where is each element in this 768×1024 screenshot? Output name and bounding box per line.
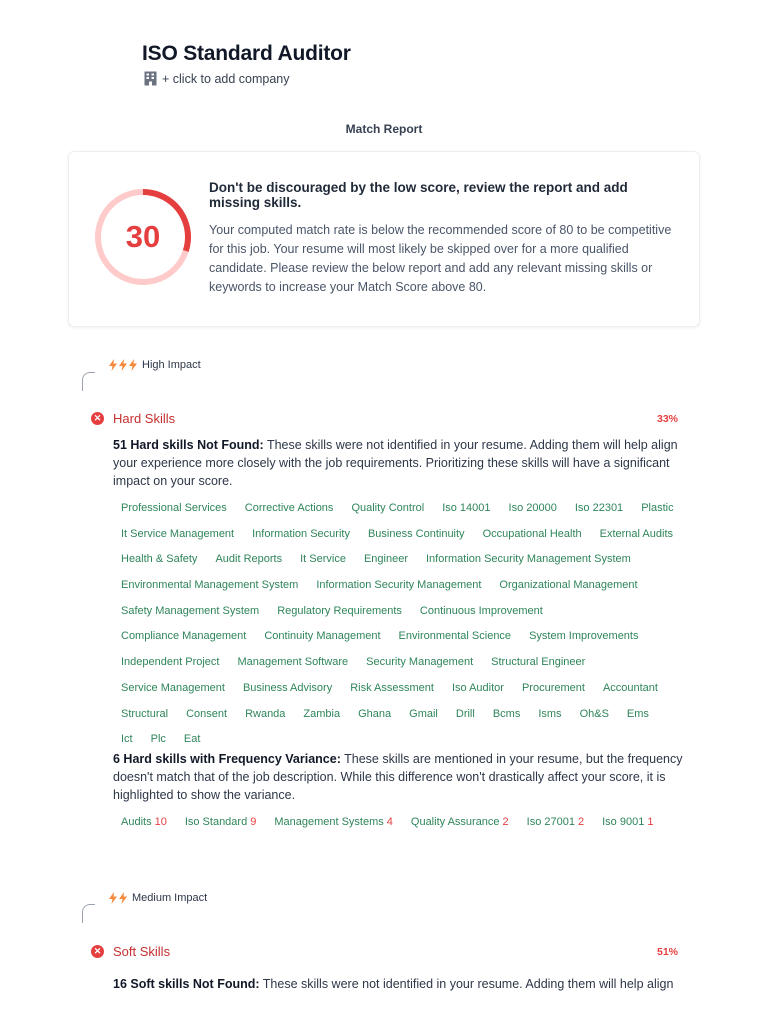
skill-chip[interactable]: Continuity Management [264,630,381,643]
hard-skills-percent: 33% [657,413,679,425]
hard-skills-missing-lead: 51 Hard skills Not Found: [113,438,264,452]
skill-chip[interactable]: Consent [186,707,228,720]
variance-skill-count: 2 [502,816,509,828]
soft-skills-missing-desc: These skills were not identified in your resume. Adding them will help align [259,977,674,991]
skill-chip[interactable]: Iso 14001 [442,502,491,514]
variance-skill-name: Quality Assurance [410,816,500,828]
skill-chip[interactable]: Corrective Actions [244,502,334,514]
hard-skills-variance-text [113,750,683,804]
variance-skill-count: 2 [578,816,585,828]
error-x-icon: ✕ [91,945,104,958]
skill-chip[interactable]: Quality Control [351,502,425,514]
variance-skill-count: 4 [386,816,393,828]
skill-chip[interactable]: Ghana [358,707,392,720]
variance-skill-chip[interactable] [594,810,661,836]
skill-chip[interactable]: Procurement [521,681,585,694]
hard-skills-variance-lead: 6 Hard skills with Frequency Variance: [113,752,341,766]
skill-chip[interactable]: Safety Management System [121,604,260,617]
skill-chip[interactable]: Plc [150,733,166,746]
skill-chip[interactable]: Structural Engineer [491,656,586,669]
skill-chip[interactable]: Engineer [363,553,408,566]
soft-skills-missing-lead: 16 Soft skills Not Found: [113,977,260,991]
skill-chip[interactable]: Accountant [602,681,658,694]
variance-skill-count: 10 [154,816,167,828]
hard-skills-header[interactable] [91,411,175,426]
skill-chip[interactable]: Regulatory Requirements [277,604,402,617]
report-title: Match Report [345,122,423,136]
score-headline: Don't be discouraged by the low score, review the report and add missing skills. [209,180,628,210]
skill-chip[interactable]: Drill [455,707,475,720]
skill-chip[interactable]: Structural [121,707,169,720]
skill-chip[interactable]: Independent Project [121,656,220,669]
skill-chip[interactable]: Business Continuity [367,527,465,540]
hard-skills-variance-desc: These skills are mentioned in your resume, but the frequency doesn't match that of the job description. While this difference won't drastically affect your score, it is highlighted to show the variance. [113,752,683,802]
variance-skill-count: 1 [647,816,654,828]
variance-skill-name: Iso 9001 [602,816,645,828]
skill-chip[interactable]: Information Security [252,527,350,540]
skill-chip[interactable]: Continuous Improvement [419,604,543,617]
skill-chip[interactable]: System Improvements [529,630,639,643]
match-score-value: 30 [125,219,161,254]
skill-chip[interactable]: Environmental Management System [121,579,299,592]
skill-chip[interactable]: Rwanda [245,707,286,720]
variance-skill-name: Iso 27001 [526,816,575,828]
job-title: ISO Standard Auditor [142,42,351,65]
building-icon [144,71,157,86]
medium-impact-label: Medium Impact [132,892,208,904]
skill-chip[interactable]: Professional Services [121,502,227,514]
skill-chip[interactable]: Plastic [641,502,674,514]
medium-impact-badge [108,892,207,904]
skill-chip[interactable]: It Service Management [121,527,235,540]
skill-chip[interactable]: Business Advisory [242,681,333,694]
skill-chip[interactable]: Health & Safety [121,553,198,566]
skill-chip[interactable]: It Service [300,553,346,566]
skill-chip[interactable]: Eat [183,733,201,746]
skill-chip[interactable]: Ict [121,733,133,746]
score-card [68,151,700,327]
skill-chip[interactable]: Information Security Management [316,579,482,592]
lightning-bolt-icon [108,359,138,371]
variance-skill-chip[interactable] [403,810,517,836]
soft-skills-header[interactable] [91,944,170,959]
skill-chip[interactable]: Ems [626,707,649,720]
skill-chip[interactable]: Iso 22301 [574,502,624,514]
soft-skills-percent: 51% [657,946,679,958]
add-company-button[interactable] [144,71,290,86]
missing-hard-skills-list [113,496,688,753]
skill-chip[interactable]: Compliance Management [121,630,247,643]
skill-chip[interactable]: Management Software [237,656,349,669]
skill-chip[interactable]: Iso 20000 [508,502,557,514]
skill-chip[interactable]: Service Management [121,681,225,694]
skill-chip[interactable]: Iso Auditor [451,681,504,694]
skill-chip[interactable]: Audit Reports [215,553,283,566]
skill-chip[interactable]: Information Security Management System [426,553,631,566]
soft-skills-title: Soft Skills [113,944,171,959]
high-impact-badge [108,359,201,371]
skill-chip[interactable]: Risk Assessment [350,681,434,694]
variance-skill-name: Iso Standard [184,816,248,828]
skill-chip[interactable]: Security Management [366,656,474,669]
skill-chip[interactable]: Oh&S [579,707,609,720]
score-description: Your computed match rate is below the recommended score of 80 to be competitive for this job. Your resume will most likely be skipped over for a more qualified candidate. Please review the below report and add any relevant missing skills or keywords to increase your Match Score above 80. [209,223,672,294]
lightning-bolt-icon [108,892,128,904]
add-company-label: + click to add company [162,71,290,86]
skill-chip[interactable]: Occupational Health [482,527,582,540]
hard-skills-title: Hard Skills [113,411,176,426]
skill-chip[interactable]: Zambia [303,707,341,720]
variance-skill-name: Audits [121,816,152,828]
variance-skill-chip[interactable] [519,810,592,836]
hard-skills-missing-desc: These skills were not identified in your resume. Adding them will help align your experience more closely with the job requirements. Prioritizing these skills will have a significant impact on your score. [113,438,678,488]
skill-chip[interactable]: Gmail [409,707,438,720]
high-impact-label: High Impact [142,359,201,371]
variance-skill-name: Management Systems [274,816,384,828]
impact-connector [82,904,95,923]
hard-skills-missing-text [113,436,683,490]
variance-skill-chip[interactable] [266,810,401,836]
impact-connector [82,372,95,391]
variance-skill-chip[interactable] [113,810,175,836]
soft-skills-missing-text [113,975,683,993]
variance-hard-skills-list [113,810,688,836]
skill-chip[interactable]: Bcms [492,707,521,720]
skill-chip[interactable]: Organizational Management [499,579,638,592]
skill-chip[interactable]: External Audits [599,527,673,540]
variance-skill-chip[interactable] [177,810,265,836]
variance-skill-count: 9 [250,816,257,828]
skill-chip[interactable]: Isms [538,707,562,720]
skill-chip[interactable]: Environmental Science [398,630,512,643]
error-x-icon: ✕ [91,412,104,425]
